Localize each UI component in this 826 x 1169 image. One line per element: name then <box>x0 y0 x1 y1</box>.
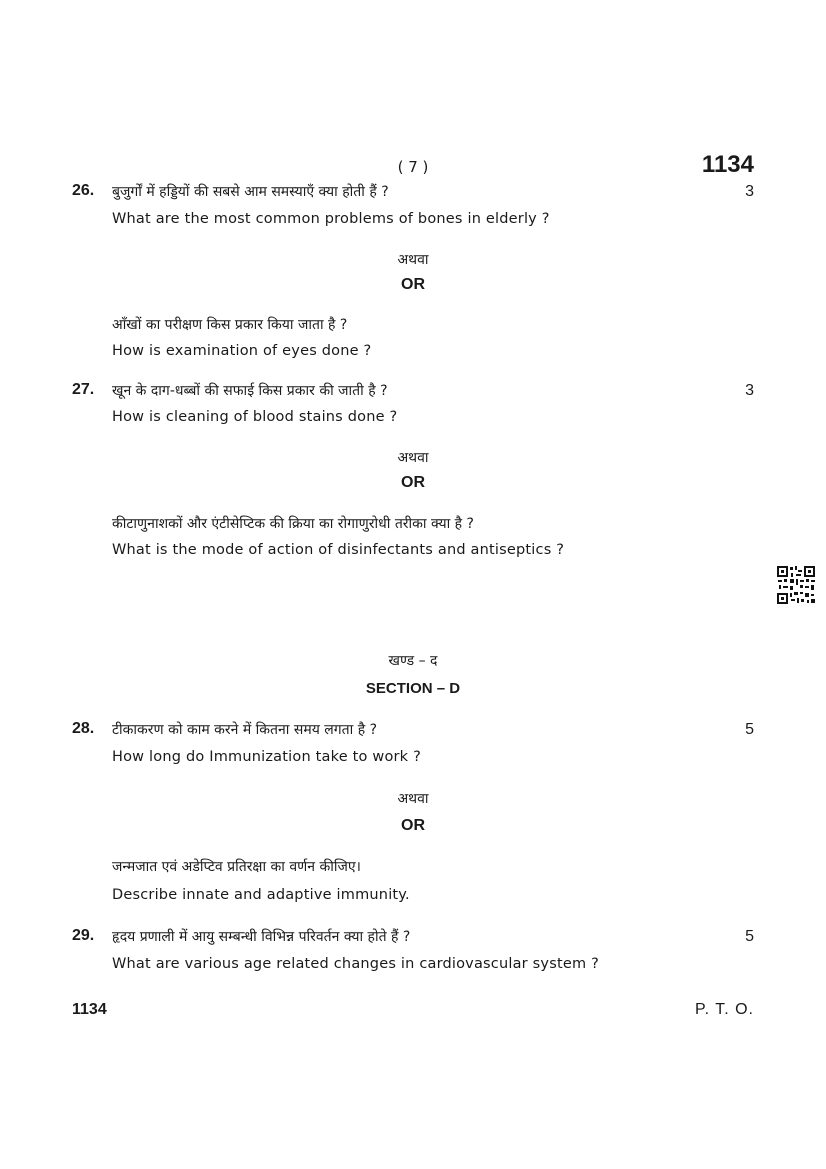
question-english: What are the most common problems of bones in elderly ? <box>112 211 550 227</box>
question-marks: 5 <box>745 928 754 945</box>
alt-question-hindi: आँखों का परीक्षण किस प्रकार किया जाता है ? <box>112 317 348 333</box>
or-hindi: अथवा <box>397 450 429 466</box>
alt-question-english: How is examination of eyes done ? <box>112 343 372 359</box>
question-marks: 3 <box>745 183 754 200</box>
question-number: 27. <box>72 381 95 398</box>
or-english: OR <box>401 276 425 293</box>
question-number: 28. <box>72 720 95 737</box>
pto-label: P. T. O. <box>695 1001 754 1018</box>
question-hindi: खून के दाग-धब्बों की सफाई किस प्रकार की जाती है ? <box>112 383 388 399</box>
question-hindi: बुजुर्गों में हड्डियों की सबसे आम समस्याएँ क्या होती हैं ? <box>112 184 389 200</box>
question-hindi: हृदय प्रणाली में आयु सम्बन्धी विभिन्न परिवर्तन क्या होते हैं ? <box>112 929 411 945</box>
question-number: 26. <box>72 182 95 199</box>
alt-question-hindi: कीटाणुनाशकों और एंटीसेप्टिक की क्रिया का रोगाणुरोधी तरीका क्या है ? <box>112 516 474 532</box>
or-hindi: अथवा <box>397 791 429 807</box>
alt-question-english: Describe innate and adaptive immunity. <box>112 887 410 903</box>
question-hindi: टीकाकरण को काम करने में कितना समय लगता है ? <box>112 722 378 738</box>
question-english: How long do Immunization take to work ? <box>112 749 421 765</box>
question-english: How is cleaning of blood stains done ? <box>112 409 398 425</box>
question-number: 29. <box>72 927 95 944</box>
section-title-english: SECTION – D <box>365 680 461 697</box>
alt-question-english: What is the mode of action of disinfectants and antiseptics ? <box>112 542 565 558</box>
paper-code-header: 1134 <box>701 151 754 178</box>
qr-code-icon <box>776 565 816 605</box>
question-marks: 3 <box>745 382 754 399</box>
paper-code-footer: 1134 <box>72 1001 107 1018</box>
question-marks: 5 <box>745 721 754 738</box>
or-english: OR <box>401 474 425 491</box>
alt-question-hindi: जन्मजात एवं अडेप्टिव प्रतिरक्षा का वर्णन कीजिए। <box>112 859 361 875</box>
page-number: ( 7 ) <box>397 158 429 176</box>
or-english: OR <box>401 817 425 834</box>
or-hindi: अथवा <box>397 252 429 268</box>
question-english: What are various age related changes in cardiovascular system ? <box>112 956 599 972</box>
section-title-hindi: खण्ड – द <box>388 653 438 669</box>
